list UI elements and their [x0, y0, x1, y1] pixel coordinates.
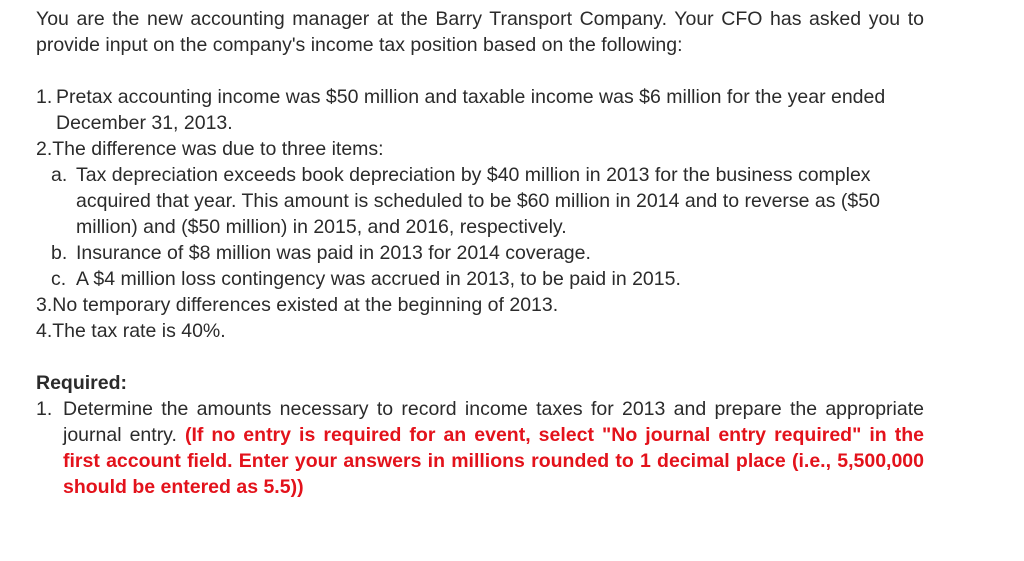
difference-item-b: [51, 240, 924, 266]
required-question: Determine the amounts necessary to record income taxes for 2013 and prepare the appropriate journal entry.: [63, 398, 924, 446]
fact-text: No temporary differences existed at the beginning of 2013.: [52, 294, 559, 316]
fact-number: 4.: [36, 320, 53, 342]
fact-item-2: [36, 136, 924, 162]
required-text-block: [63, 396, 924, 500]
fact-number: 1.: [36, 86, 53, 108]
item-text: Tax depreciation exceeds book depreciation by $40 million in 2013 for the business complex acquired that year. This amount is scheduled to be $60 million in 2014 and to reverse as ($50 million) and ($50 million) in 2015, and 2016, respectively.: [76, 164, 880, 238]
fact-text: Pretax accounting income was $50 million and taxable income was $6 million for the year ended December 31, 2013.: [56, 86, 886, 134]
fact-item-4: [36, 318, 924, 344]
difference-item-a: [51, 162, 924, 240]
required-item-1: [36, 396, 924, 500]
answer-instructions: (If no entry is required for an event, select "No journal entry required" in the first account field. Enter your answers in millions rounded to 1 decimal place (i.e., 5,500,000 should be entered as 5.5)): [63, 424, 925, 498]
fact-item-3: [36, 292, 924, 318]
fact-item-1: [36, 84, 924, 136]
item-letter: b.: [51, 242, 68, 264]
fact-number: 2.: [36, 138, 53, 160]
fact-number: 3.: [36, 294, 53, 316]
required-heading: Required:: [36, 372, 128, 394]
facts-list: [36, 84, 924, 344]
fact-text: The difference was due to three items:: [52, 138, 384, 160]
fact-text: The tax rate is 40%.: [52, 320, 226, 342]
item-letter: c.: [51, 268, 67, 290]
item-text: Insurance of $8 million was paid in 2013 for 2014 coverage.: [76, 242, 591, 264]
intro-paragraph: You are the new accounting manager at the Barry Transport Company. Your CFO has asked you to provide input on the company's income tax position based on the following:: [36, 8, 924, 56]
difference-items: [51, 162, 924, 292]
item-text: A $4 million loss contingency was accrued in 2013, to be paid in 2015.: [76, 268, 681, 290]
difference-item-c: [51, 266, 924, 292]
required-number: 1.: [36, 398, 53, 420]
item-letter: a.: [51, 164, 68, 186]
problem-document: [36, 6, 924, 500]
required-section: [36, 370, 924, 500]
